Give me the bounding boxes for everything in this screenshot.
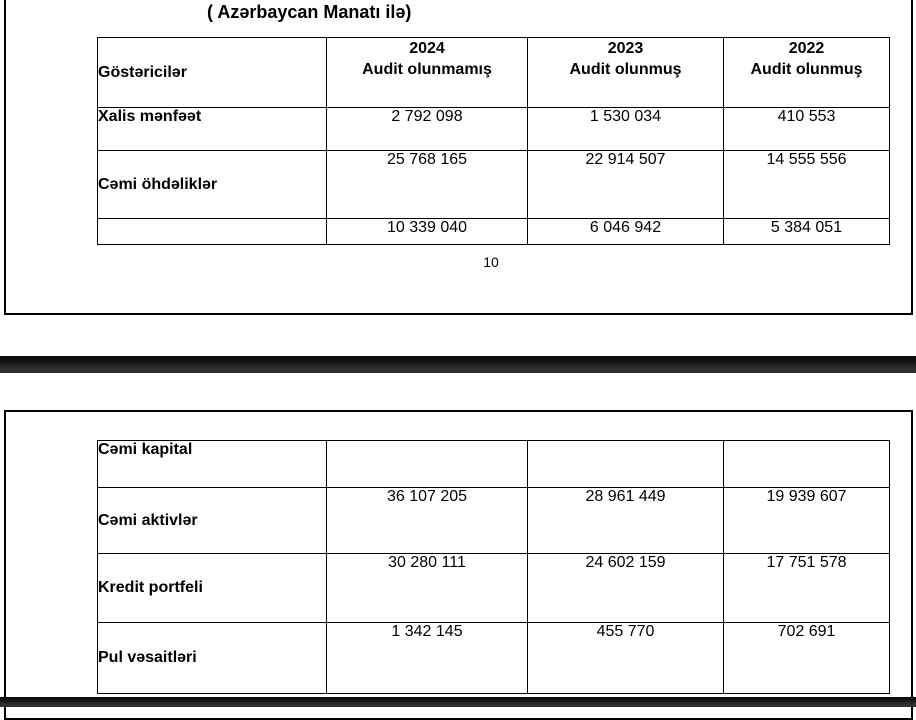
table-row-total-liabilities [98, 151, 890, 219]
page-number: 10 [483, 254, 499, 270]
header-cell-2024 [327, 38, 528, 108]
value-cell: 2 792 098 [327, 108, 528, 151]
row-label: Cəmi kapital [98, 441, 327, 488]
row-label [98, 219, 327, 245]
header-year: 2023 [607, 40, 644, 57]
page-title: ( Azərbaycan Manatı ilə) [207, 2, 412, 22]
row-label: Kredit portfeli [98, 554, 327, 623]
value-cell: 6 046 942 [528, 219, 724, 245]
value-cell: 10 339 040 [327, 219, 528, 245]
value-cell: 1 530 034 [528, 108, 724, 151]
header-year: 2022 [788, 40, 825, 57]
value-cell [327, 441, 528, 488]
row-label: Cəmi öhdəliklər [98, 151, 327, 219]
value-cell: 17 751 578 [724, 554, 890, 623]
value-cell: 30 280 111 [327, 554, 528, 623]
header-year: 2024 [409, 40, 445, 57]
table-row-net-profit [98, 108, 890, 151]
value-cell: 19 939 607 [724, 488, 890, 554]
header-audit-status: Audit olunmuş [569, 61, 682, 78]
document-page-1 [4, 0, 913, 315]
financial-table-page1 [97, 37, 890, 245]
value-cell: 22 914 507 [528, 151, 724, 219]
value-cell: 25 768 165 [327, 151, 528, 219]
document-page-2 [4, 410, 913, 720]
value-cell [724, 441, 890, 488]
value-cell: 28 961 449 [528, 488, 724, 554]
table-row-unlabeled [98, 219, 890, 245]
table-row-total-capital [98, 441, 890, 488]
value-cell: 36 107 205 [327, 488, 528, 554]
value-cell: 455 770 [528, 623, 724, 694]
row-label: Pul vəsaitləri [98, 623, 327, 694]
page-separator-bar [0, 356, 916, 373]
header-audit-status: Audit olunmamış [362, 61, 492, 78]
value-cell: 24 602 159 [528, 554, 724, 623]
value-cell: 702 691 [724, 623, 890, 694]
value-cell: 410 553 [724, 108, 890, 151]
header-cell-2023 [528, 38, 724, 108]
row-label: Cəmi aktivlər [98, 488, 327, 554]
table-row-credit-portfolio [98, 554, 890, 623]
value-cell: 14 555 556 [724, 151, 890, 219]
financial-table-page2 [97, 440, 890, 694]
table-header-row [98, 38, 890, 108]
value-cell: 1 342 145 [327, 623, 528, 694]
table-row-cash-funds [98, 623, 890, 694]
row-label: Xalis mənfəət [98, 108, 327, 151]
table-row-total-assets [98, 488, 890, 554]
header-audit-status: Audit olunmuş [750, 61, 863, 78]
bottom-separator-bar [0, 697, 916, 707]
header-cell-2022 [724, 38, 890, 108]
value-cell: 5 384 051 [724, 219, 890, 245]
value-cell [528, 441, 724, 488]
header-cell-indicators: Göstəricilər [98, 38, 327, 108]
